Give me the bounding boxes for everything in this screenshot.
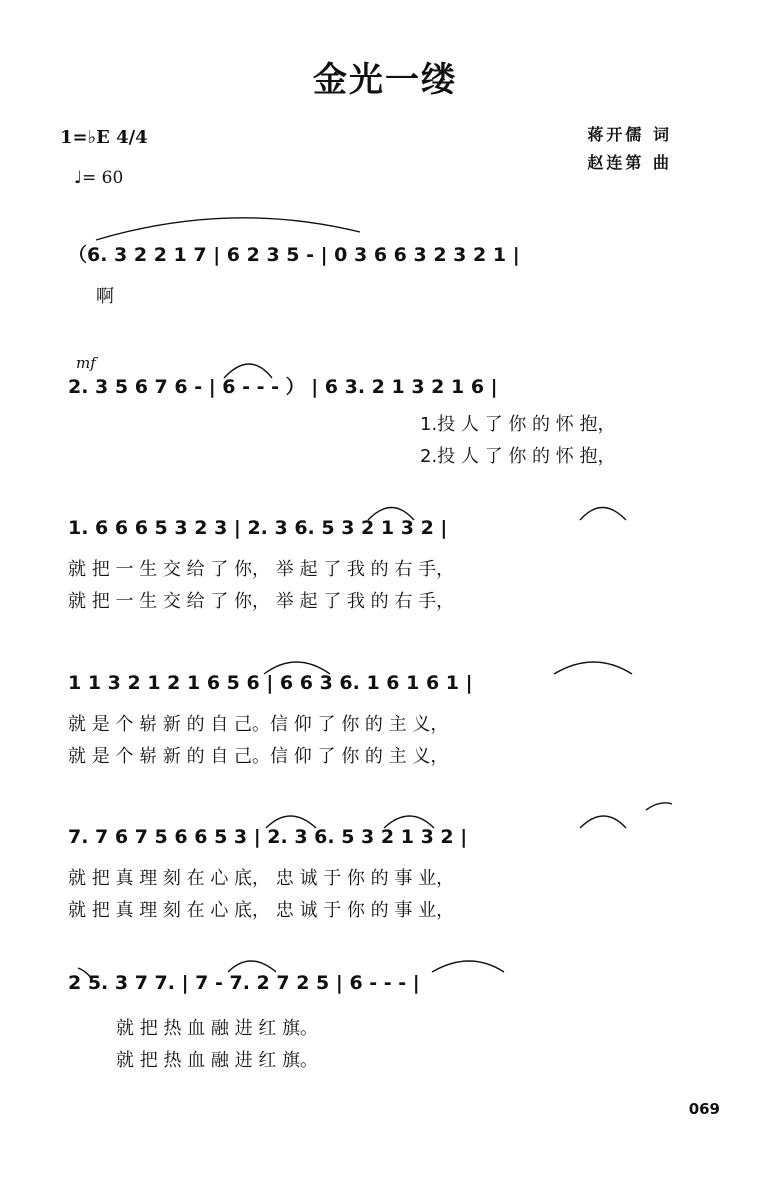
composer-credit: 赵连第 曲 (587, 153, 672, 172)
score-line-4: 1 1 3 2 1 2 1 6 5 6 | 6 6 3 6. 1 6 1 6 1 | (68, 672, 473, 694)
lyric-line-2-verse-2: 2.投 人 了 你 的 怀 抱， (420, 446, 616, 467)
lyric-line-4-verse-2: 就 是 个 崭 新 的 自 己。信 仰 了 你 的 主 义， (68, 746, 449, 767)
lyric-line-1-verse-1: 啊 (96, 286, 114, 307)
page-number: 069 (688, 1100, 720, 1118)
score-line-1: （6. 3 2 2 1 7 | 6 2 3 5 - | 0 3 6 6 3 2 3 2 1 | (68, 244, 520, 266)
lyricist-credit: 蒋开儒 词 (587, 125, 672, 144)
lyric-line-3-verse-1: 就 把 一 生 交 给 了 你， 举 起 了 我 的 右 手， (68, 559, 455, 580)
score-line-2: 2. 3 5 6 7 6 - | 6 - - - ） | 6 3. 2 1 3 2 1 6 | (68, 376, 498, 398)
song-title: 金光一缕 (313, 60, 457, 100)
lyric-line-2-verse-1: 1.投 人 了 你 的 怀 抱， (420, 414, 616, 435)
lyric-line-5-verse-2: 就 把 真 理 刻 在 心 底， 忠 诚 于 你 的 事 业， (68, 900, 455, 921)
slur-line6b (228, 961, 276, 972)
lyric-line-3-verse-2: 就 把 一 生 交 给 了 你， 举 起 了 我 的 右 手， (68, 591, 455, 612)
dynamic-marking: mf (76, 354, 96, 372)
lyric-line-6-verse-2: 就 把 热 血 融 进 红 旗。 (116, 1050, 319, 1071)
slur-line5d (646, 803, 672, 810)
lyric-line-6-verse-1: 就 把 热 血 融 进 红 旗。 (116, 1018, 319, 1039)
key-signature: 1=♭E 4/4 (60, 127, 148, 148)
lyric-line-5-verse-1: 就 把 真 理 刻 在 心 底， 忠 诚 于 你 的 事 业， (68, 868, 455, 889)
tempo-marking: ♩= 60 (74, 168, 124, 188)
slur-line6c (432, 961, 504, 972)
score-line-5: 7. 7 6 7 5 6 6 5 3 | 2. 3 6. 5 3 2 1 3 2 | (68, 826, 468, 848)
score-line-6: 2 5. 3 7 7. | 7 - 7. 2 7 2 5 | 6 - - - | (68, 972, 420, 994)
slur-intro (96, 218, 360, 240)
score-line-3: 1. 6 6 6 5 3 2 3 | 2. 3 6. 5 3 2 1 3 2 | (68, 517, 448, 539)
lyric-line-4-verse-1: 就 是 个 崭 新 的 自 己。信 仰 了 你 的 主 义， (68, 714, 449, 735)
